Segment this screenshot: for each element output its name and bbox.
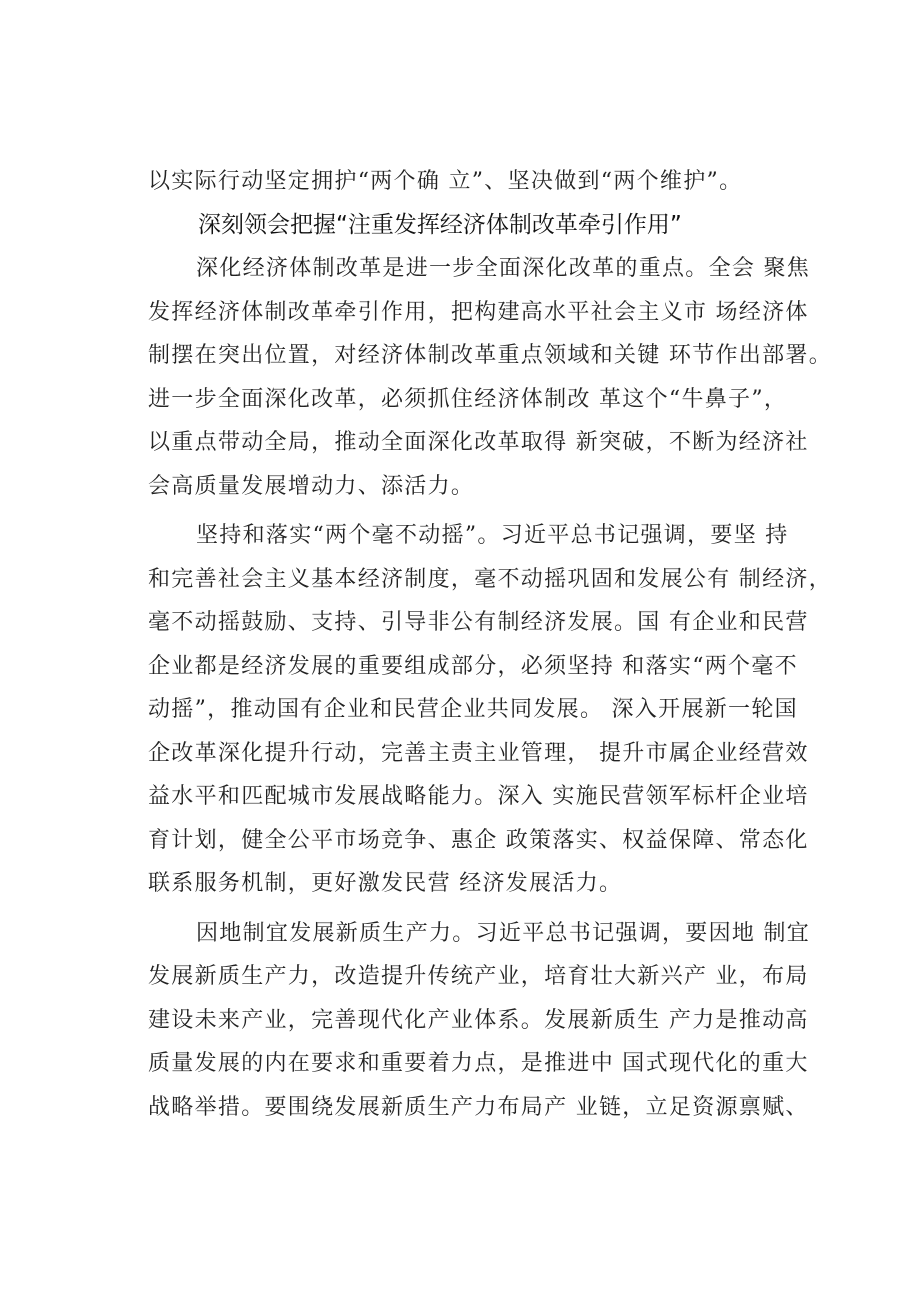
text-line: 制摆在突出位置，对经济体制改革重点领域和关键 环节作出部署。 xyxy=(148,343,832,368)
text-line: 联系服务机制，更好激发民营 经济发展活力。 xyxy=(148,871,623,896)
text-line: 育计划，健全公平市场竞争、惠企 政策落实、权益保障、常态化 xyxy=(148,827,809,853)
text-line: 会高质量发展增动力、添活力。 xyxy=(148,473,475,499)
text-line: 战略举措。要围绕发展新质生产力布局产 业链，立足资源禀赋、 xyxy=(148,1094,809,1120)
document-body xyxy=(148,160,832,1129)
text-line: 毫不动摇鼓励、支持、引导非公有制经济发展。国 有企业和民营 xyxy=(148,610,809,635)
text-line: 益水平和匹配城市发展战略能力。深入 实施民营领军标杆企业培 xyxy=(148,784,809,809)
text-line: 质量发展的内在要求和重要着力点，是推进中 国式现代化的重大 xyxy=(148,1051,809,1076)
text-line: 动摇”，推动国有企业和民营企业共同发展。 深入开展新一轮国 xyxy=(148,697,798,722)
text-line: 企业都是经济发展的重要组成部分，必须坚持 和落实“两个毫不 xyxy=(148,653,798,679)
text-line: 和完善社会主义基本经济制度，毫不动摇巩固和发展公有 制经济， xyxy=(148,566,832,592)
section-heading: 深刻领会把握“注重发挥经济体制改革牵引作用” xyxy=(198,211,682,238)
text-line: 建设未来产业，完善现代化产业体系。发展新质生 产力是推动高 xyxy=(148,1007,809,1033)
text-line: 企改革深化提升行动，完善主责主业管理， 提升市属企业经营效 xyxy=(148,740,809,766)
paragraph-first-line: 坚持和落实“两个毫不动摇”。习近平总书记强调，要坚 持 xyxy=(196,523,789,548)
paragraph-first-line: 深化经济体制改革是进一步全面深化改革的重点。全会 聚焦 xyxy=(196,256,811,281)
text-line: 发展新质生产力，改造提升传统产业，培育壮大新兴产 业，布局 xyxy=(148,964,809,989)
text-line: 发挥经济体制改革牵引作用，把构建高水平社会主义市 场经济体 xyxy=(148,299,809,325)
text-line: 以实际行动坚定拥护“两个确 立”、坚决做到“两个维护”。 xyxy=(148,169,743,194)
text-line: 进一步全面深化改革，必须抓住经济体制改 革这个“牛鼻子”， xyxy=(148,386,788,412)
text-line: 以重点带动全局，推动全面深化改革取得 新突破，不断为经济社 xyxy=(148,430,809,455)
paragraph-first-line: 因地制宜发展新质生产力。习近平总书记强调，要因地 制宜 xyxy=(196,920,811,946)
